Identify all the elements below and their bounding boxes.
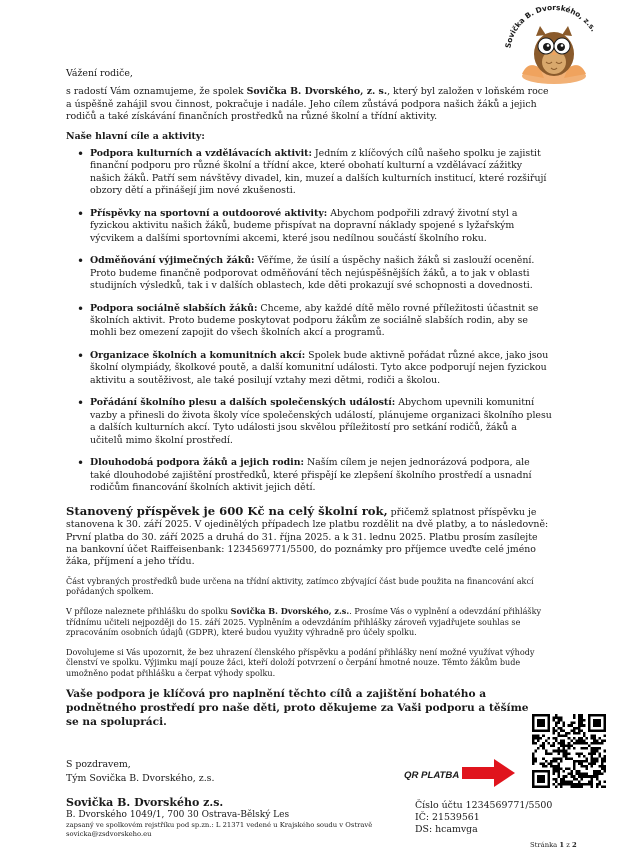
qr-payment-label: QR PLATBA <box>404 770 460 781</box>
application-text-continued: . Prosíme Vás o vyplnění a odevzdání přihlášky třídnímu učiteli nejpozději do 15. září 2025. Vyplněním a odevzdáním přihlášky zároveň vyjadřujete souhlas se zpracováním osobních údajů (GDPR), které budou využity výhradně pro účely spolku. <box>66 605 542 638</box>
application-note <box>66 606 552 638</box>
greeting: Vážení rodiče, <box>66 68 133 79</box>
goal-item <box>90 350 552 387</box>
goal-item <box>90 255 552 292</box>
footer-address: B. Dvorského 1049/1, 700 30 Ostrava-Bělský Les <box>66 810 290 820</box>
goal-item <box>90 148 552 198</box>
goal-text: Abychom upevnili komunitní vazby a přinesli do života školy více společenských událostí, plánujeme organizaci školního plesu a dalších kulturních akcí. Tyto události jsou skvělou příležitostí pro setkání rodičů, žáků a učitelů mimo školní prostředí. <box>90 397 552 446</box>
letter-body <box>66 68 552 729</box>
goal-text: Jedním z klíčových cílů našeho spolku je zajistit finanční podporu pro různé školní a třídní akce, které obohatí kulturní a vzdělávací zážitky našich žáků. Patří sem návštěvy divadel, kin, muzeí a dalších kulturních institucí, které rozšiřují obzory dětí a přinášejí jim nové zkušenosti. <box>90 148 547 197</box>
goal-text: Věříme, že úsilí a úspěchy našich žáků si zaslouží ocenění. Proto budeme finančně podporovat odměňování těch nejúspěšnějších žáků, a to jak v oblasti studijních výsledků, tak i v dalších oblastech, kde děti prokazují své schopnosti a dovednosti. <box>90 255 535 292</box>
signature-block <box>66 758 214 786</box>
page-number <box>530 841 577 849</box>
logo-arc-text: Sovička B. Dvorského, z.s. <box>503 2 599 49</box>
page-total: 2 <box>572 841 577 849</box>
page-separator: z <box>564 841 573 849</box>
goal-item <box>90 303 552 340</box>
goal-item <box>90 457 552 494</box>
fee-heading: Stanovený příspěvek je 600 Kč na celý školní rok, <box>66 503 388 518</box>
goal-title: Podpora sociálně slabších žáků: <box>90 302 258 314</box>
account-number: Číslo účtu 1234569771/5500 <box>415 800 553 811</box>
class-funds-note: Část vybraných prostředků bude určena na třídní aktivity, zatímco zbývající část bude použita na financování akcí pořádaných spolkem. <box>66 575 534 597</box>
page-current: 1 <box>559 841 565 849</box>
goal-text: Spolek bude aktivně pořádat různé akce, jako jsou školní olympiády, školkové poutě, a další komunitní události. Tyto akce podporují nejen fyzickou aktivitu a soutěživost, ale také posilují vztahy mezi dětmi, rodiči a školou. <box>90 350 549 386</box>
company-id: IČ: 21539561 <box>415 811 480 823</box>
footer-email[interactable]: sovicka@zsdvorskeho.eu <box>66 830 152 838</box>
goal-title: Organizace školních a komunitních akcí: <box>90 350 306 362</box>
goal-item <box>90 208 552 245</box>
fee-text: přičemž splatnost příspěvku je stanovena k 30. září 2025. V ojedinělých případech lze platbu rozdělit na dvě platby, a to následovně: První platba do 30. září 2025 a druhá do 31. října 2025. a k 31. lednu 2025. Platbu prosím zasílejte na bankovní účet Raiffeisenbank: 1234569771/5500, do poznámky pro příjemce uveďte celé jméno žáka, příjmení a jeho třídu. <box>66 506 549 568</box>
data-box-id: DS: hcamvga <box>415 823 478 835</box>
regards: S pozdravem, <box>66 759 131 770</box>
intro-org-name: Sovička B. Dvorského, z. s. <box>246 86 388 98</box>
bank-info <box>415 800 552 835</box>
goal-text: Abychom podpořili zdravý životní styl a fyzickou aktivitu našich žáků, budeme přispívat na dopravní náklady spojené s lyžařským výcvikem a dalšími sportovními akcemi, které jsou nedílnou součástí školního roku. <box>90 207 518 244</box>
goal-title: Podpora kulturních a vzdělávacích aktivit: <box>90 148 312 160</box>
footer-registry: zapsaný ve spolkovém rejstříku pod sp.zn.: L 21371 vedené u Krajského soudu v Ostravě <box>66 821 373 829</box>
team-signature: Tým Sovička B. Dvorského, z.s. <box>66 773 215 784</box>
goal-text: Chceme, aby každé dítě mělo rovné příležitosti účastnit se školních aktivit. Proto budeme poskytovat podporu žákům ze sociálně slabších rodin, aby se mohli bez omezení zapojit do všech školních akcí a programů. <box>90 302 539 339</box>
goal-title: Příspěvky na sportovní a outdoorové aktivity: <box>90 207 328 219</box>
goal-item <box>90 397 552 447</box>
goal-title: Dlouhodobá podpora žáků a jejich rodin: <box>90 457 304 469</box>
closing-statement: Vaše podpora je klíčová pro naplnění těchto cílů a zajištění bohatého a podnětného prostředí pro naše děti, proto děkujeme za Vaši podporu a těšíme se na spolupráci. <box>66 688 529 728</box>
arrow-right-icon <box>462 758 516 788</box>
goals-list <box>66 148 552 494</box>
application-org-name: Sovička B. Dvorského, z.s. <box>230 605 350 616</box>
qr-code[interactable] <box>532 714 606 788</box>
fee-paragraph <box>66 505 552 569</box>
goal-title: Odměňování výjimečných žáků: <box>90 255 255 267</box>
goal-text: Naším cílem je nejen jednorázová podpora, ale také dlouhodobé zajištění prostředků, které přispějí ke zlepšení školního prostředí a usnadní rodičům financování školních aktivit jejich dětí. <box>90 457 532 494</box>
page-prefix: Stránka <box>530 841 560 849</box>
membership-notice: Dovolujeme si Vás upozornit, že bez uhrazení členského příspěvku a podání přihlášky není možné využívat výhody členství ve spolku. Výjimku mají pouze žáci, kteří doloží potvrzení o čerpání hmotné nouze. Těmto žákům bude umožněno podat přihlášku a čerpat výhody spolku. <box>66 646 535 678</box>
intro-text: s radostí Vám oznamujeme, že spolek <box>66 86 247 98</box>
intro-text-continued: , který byl založen v loňském roce a úspěšně zahájil svou činnost, pokračuje i nadále. Jeho cílem zůstává podpora našich žáků a jejich rodičů a také získávání finančních prostředků na různé školní a třídní aktivity. <box>66 86 549 123</box>
goals-heading: Naše hlavní cíle a aktivity: <box>66 130 205 142</box>
footer-org-name: Sovička B. Dvorského z.s. <box>66 796 224 809</box>
goal-title: Pořádání školního plesu a dalších společenských událostí: <box>90 397 396 409</box>
intro-paragraph <box>66 86 552 123</box>
application-text: V příloze naleznete přihlášku do spolku <box>66 605 231 616</box>
